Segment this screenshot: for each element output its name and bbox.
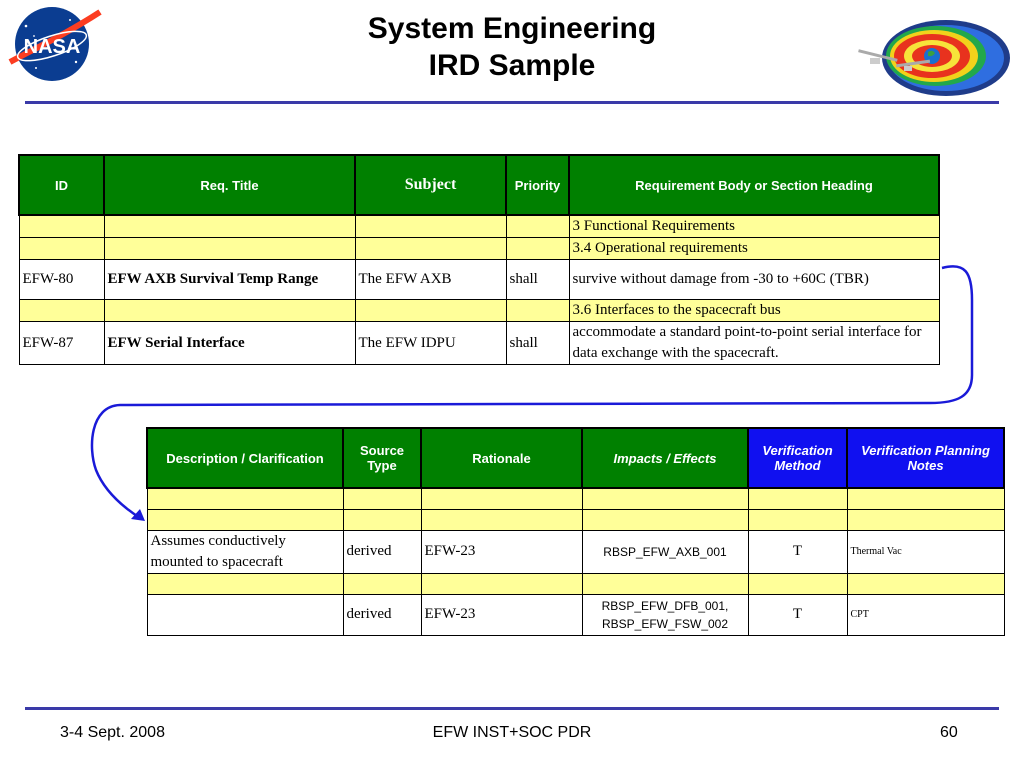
- cell-impacts: [582, 488, 748, 509]
- cell-priority: shall: [506, 260, 569, 300]
- cell-body: 3.4 Operational requirements: [569, 238, 939, 260]
- cell-description: [147, 488, 343, 509]
- cell-description: Assumes conductively mounted to spacecraft: [147, 530, 343, 573]
- page-number: 60: [940, 724, 958, 741]
- cell-rationale: [421, 488, 582, 509]
- cell-impacts: RBSP_EFW_DFB_001, RBSP_EFW_FSW_002: [582, 594, 748, 635]
- cell-impacts: [582, 573, 748, 594]
- cell-impacts: [582, 509, 748, 530]
- header-impacts: Impacts / Effects: [582, 428, 748, 488]
- cell-description: [147, 594, 343, 635]
- cell-source: [343, 573, 421, 594]
- cell-rationale: EFW-23: [421, 594, 582, 635]
- cell-method: T: [748, 594, 847, 635]
- header-verification-method: Verification Method: [748, 428, 847, 488]
- footer-event: EFW INST+SOC PDR: [432, 724, 592, 741]
- cell-source: derived: [343, 594, 421, 635]
- cell-method: [748, 509, 847, 530]
- header-req-title: Req. Title: [104, 155, 355, 215]
- verification-header-row: [147, 428, 1004, 488]
- cell-notes: [847, 509, 1004, 530]
- cell-title: EFW AXB Survival Temp Range: [104, 260, 355, 300]
- cell-rationale: [421, 573, 582, 594]
- header-requirement-body: Requirement Body or Section Heading: [569, 155, 939, 215]
- cell-notes: [847, 573, 1004, 594]
- cell-title: EFW Serial Interface: [104, 322, 355, 365]
- table-row: [147, 488, 1004, 509]
- table-row: [147, 509, 1004, 530]
- header-priority: Priority: [506, 155, 569, 215]
- table-row: [147, 573, 1004, 594]
- table-row: [147, 594, 1004, 635]
- header-source-type: Source Type: [343, 428, 421, 488]
- cell-method: T: [748, 530, 847, 573]
- cell-id: EFW-87: [19, 322, 104, 365]
- cell-source: derived: [343, 530, 421, 573]
- cell-source: [343, 488, 421, 509]
- verification-table: [146, 427, 1005, 636]
- cell-priority: shall: [506, 322, 569, 365]
- cell-notes: [847, 488, 1004, 509]
- cell-subject: The EFW IDPU: [355, 322, 506, 365]
- cell-rationale: [421, 509, 582, 530]
- cell-description: [147, 509, 343, 530]
- cell-body: 3 Functional Requirements: [569, 215, 939, 238]
- cell-description: [147, 573, 343, 594]
- cell-method: [748, 488, 847, 509]
- cell-notes: Thermal Vac: [847, 530, 1004, 573]
- header-rationale: Rationale: [421, 428, 582, 488]
- cell-source: [343, 509, 421, 530]
- title-line-2: IRD Sample: [428, 49, 596, 82]
- header-id: ID: [19, 155, 104, 215]
- cell-notes: CPT: [847, 594, 1004, 635]
- cell-rationale: EFW-23: [421, 530, 582, 573]
- cell-body: survive without damage from -30 to +60C (TBR): [569, 260, 939, 300]
- table-row: [147, 530, 1004, 573]
- header-subject: Subject: [355, 155, 506, 215]
- footer-rule: [25, 707, 999, 710]
- cell-body: 3.6 Interfaces to the spacecraft bus: [569, 300, 939, 322]
- footer-date: 3-4 Sept. 2008: [60, 724, 165, 741]
- cell-method: [748, 573, 847, 594]
- nasa-logo-text: NASA: [23, 36, 81, 58]
- cell-subject: The EFW AXB: [355, 260, 506, 300]
- cell-id: EFW-80: [19, 260, 104, 300]
- header-description: Description / Clarification: [147, 428, 343, 488]
- header-verification-notes: Verification Planning Notes: [847, 428, 1004, 488]
- cell-impacts: RBSP_EFW_AXB_001: [582, 530, 748, 573]
- cell-body: accommodate a standard point-to-point serial interface for data exchange with the spacecraft.: [569, 322, 939, 365]
- title-line-1: System Engineering: [367, 12, 657, 45]
